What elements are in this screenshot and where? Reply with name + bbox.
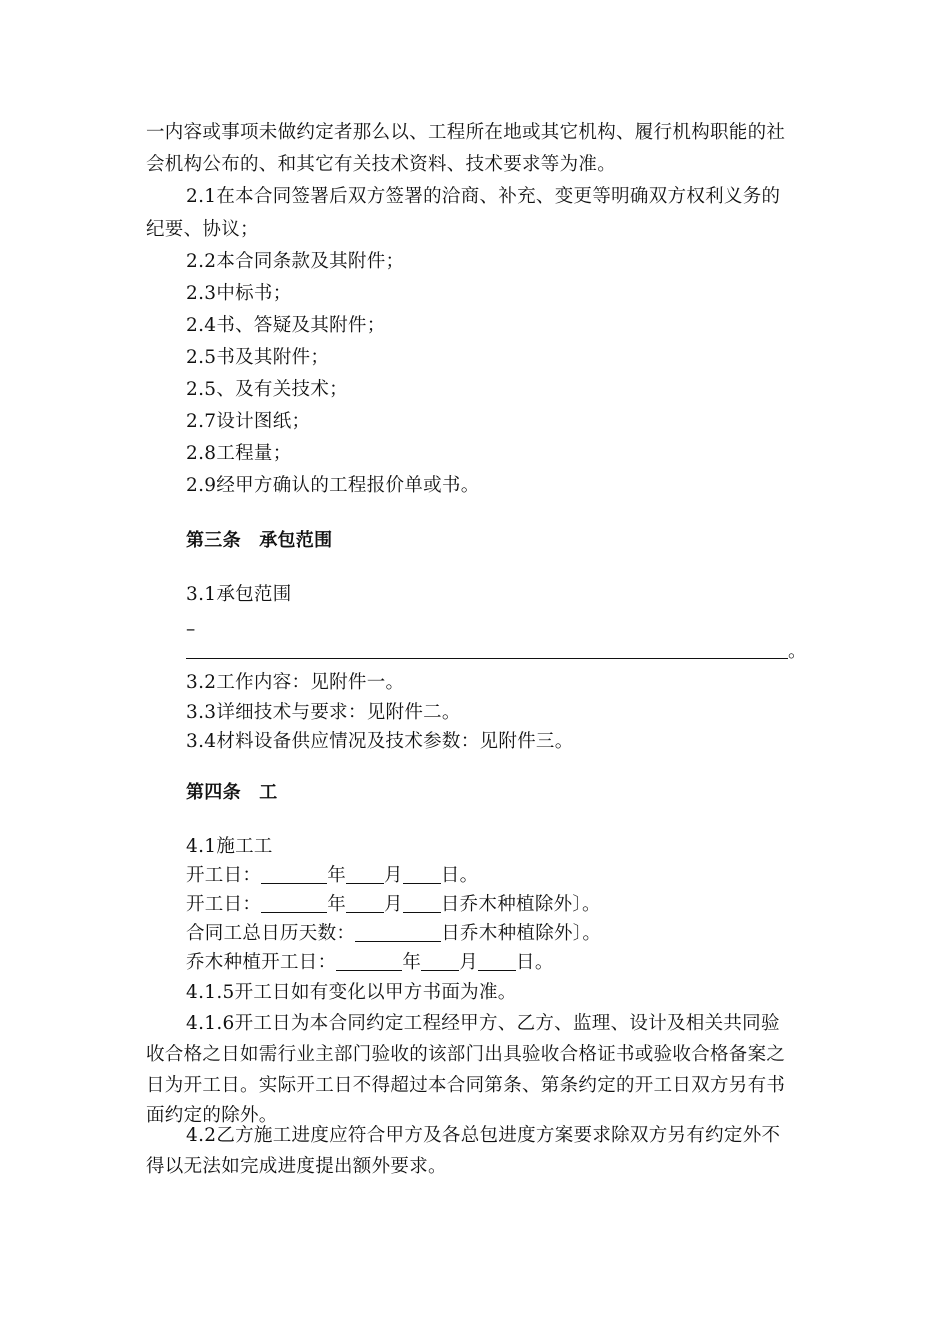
clause-4-2-line: 得以无法如完成进度提出额外要求。 [146, 1156, 447, 1177]
year-blank [261, 865, 327, 884]
clause-3-1: 3.1承包范围 [186, 584, 292, 605]
day-blank [478, 952, 516, 971]
fill-in-line [186, 658, 788, 659]
clause-2-3: 2.3中标书； [186, 283, 292, 304]
day-suffix: 日乔木种植除外〕。 [441, 923, 602, 944]
day-blank [403, 894, 441, 913]
start-date-row [186, 864, 478, 888]
clause-4-1-6-line: 面约定的除外。 [146, 1105, 278, 1126]
clause-2-1-line: 纪要、协议； [146, 219, 259, 240]
fill-in-period: 。 [788, 641, 807, 662]
tree-date-label: 乔木种植开工日： [186, 952, 337, 973]
year-blank [261, 894, 327, 913]
clause-3-2: 3.2工作内容：见附件一。 [186, 672, 405, 693]
clause-2-8: 2.8工程量； [186, 443, 292, 464]
clause-4-1-6-line: 日为开工日。实际开工日不得超过本合同第条、第条约定的开工日双方另有书 [146, 1075, 786, 1096]
clause-3-4: 3.4材料设备供应情况及技术参数：见附件三。 [186, 731, 574, 752]
clause-2-9: 2.9经甲方确认的工程报价单或书。 [186, 475, 480, 496]
day-label: 日。 [516, 952, 554, 973]
tree-date-row [186, 951, 554, 975]
clause-4-2-line: 4.2乙方施工进度应符合甲方及各总包进度方案要求除双方另有约定外不 [186, 1125, 781, 1146]
section-heading-3: 第三条 承包范围 [186, 530, 333, 551]
days-blank [355, 923, 441, 942]
year-label: 年 [327, 894, 347, 915]
blank-dash: – [186, 619, 196, 640]
year-label: 年 [327, 865, 347, 886]
clause-3-3: 3.3详细技术与要求：见附件二。 [186, 702, 461, 723]
section-heading-4: 第四条 工 [186, 782, 278, 803]
total-days-label: 合同工总日历天数： [186, 923, 356, 944]
month-label: 月 [384, 865, 403, 886]
clause-4-1-6-line: 收合格之日如需行业主部门验收的该部门出具验收合格证书或验收合格备案之 [146, 1044, 786, 1065]
finish-date-row [186, 893, 601, 917]
month-label: 月 [384, 894, 403, 915]
clause-4-1-5: 4.1.5开工日如有变化以甲方书面为准。 [186, 982, 517, 1003]
clause-2-1-line: 2.1在本合同签署后双方签署的洽商、补充、变更等明确双方权利义务的 [186, 186, 781, 207]
paragraph-line: 会机构公布的、和其它有关技术资料、技术要求等为准。 [146, 154, 617, 175]
day-suffix: 日乔木种植除外〕。 [440, 894, 601, 915]
month-label: 月 [459, 952, 479, 973]
total-days-row [186, 922, 601, 946]
clause-2-2: 2.2本合同条款及其附件； [186, 251, 405, 272]
clause-2-5: 2.5书及其附件； [186, 347, 330, 368]
clause-4-1-6-line: 4.1.6开工日为本合同约定工程经甲方、乙方、监理、设计及相关共同验 [186, 1013, 780, 1034]
day-label: 日。 [440, 865, 479, 886]
clause-2-5b: 2.5、及有关技术； [186, 379, 348, 400]
clause-2-4: 2.4书、答疑及其附件； [186, 315, 386, 336]
year-label: 年 [402, 952, 422, 973]
clause-2-7: 2.7设计图纸； [186, 411, 311, 432]
finish-date-label: 开工日： [186, 894, 262, 915]
paragraph-line: 一内容或事项未做约定者那么以、工程所在地或其它机构、履行机构职能的社 [146, 122, 786, 143]
start-date-label: 开工日： [186, 865, 262, 886]
day-blank [403, 865, 441, 884]
month-blank [346, 894, 384, 913]
clause-4-1: 4.1施工工 [186, 836, 273, 857]
month-blank [346, 865, 384, 884]
month-blank [421, 952, 459, 971]
year-blank [336, 952, 402, 971]
